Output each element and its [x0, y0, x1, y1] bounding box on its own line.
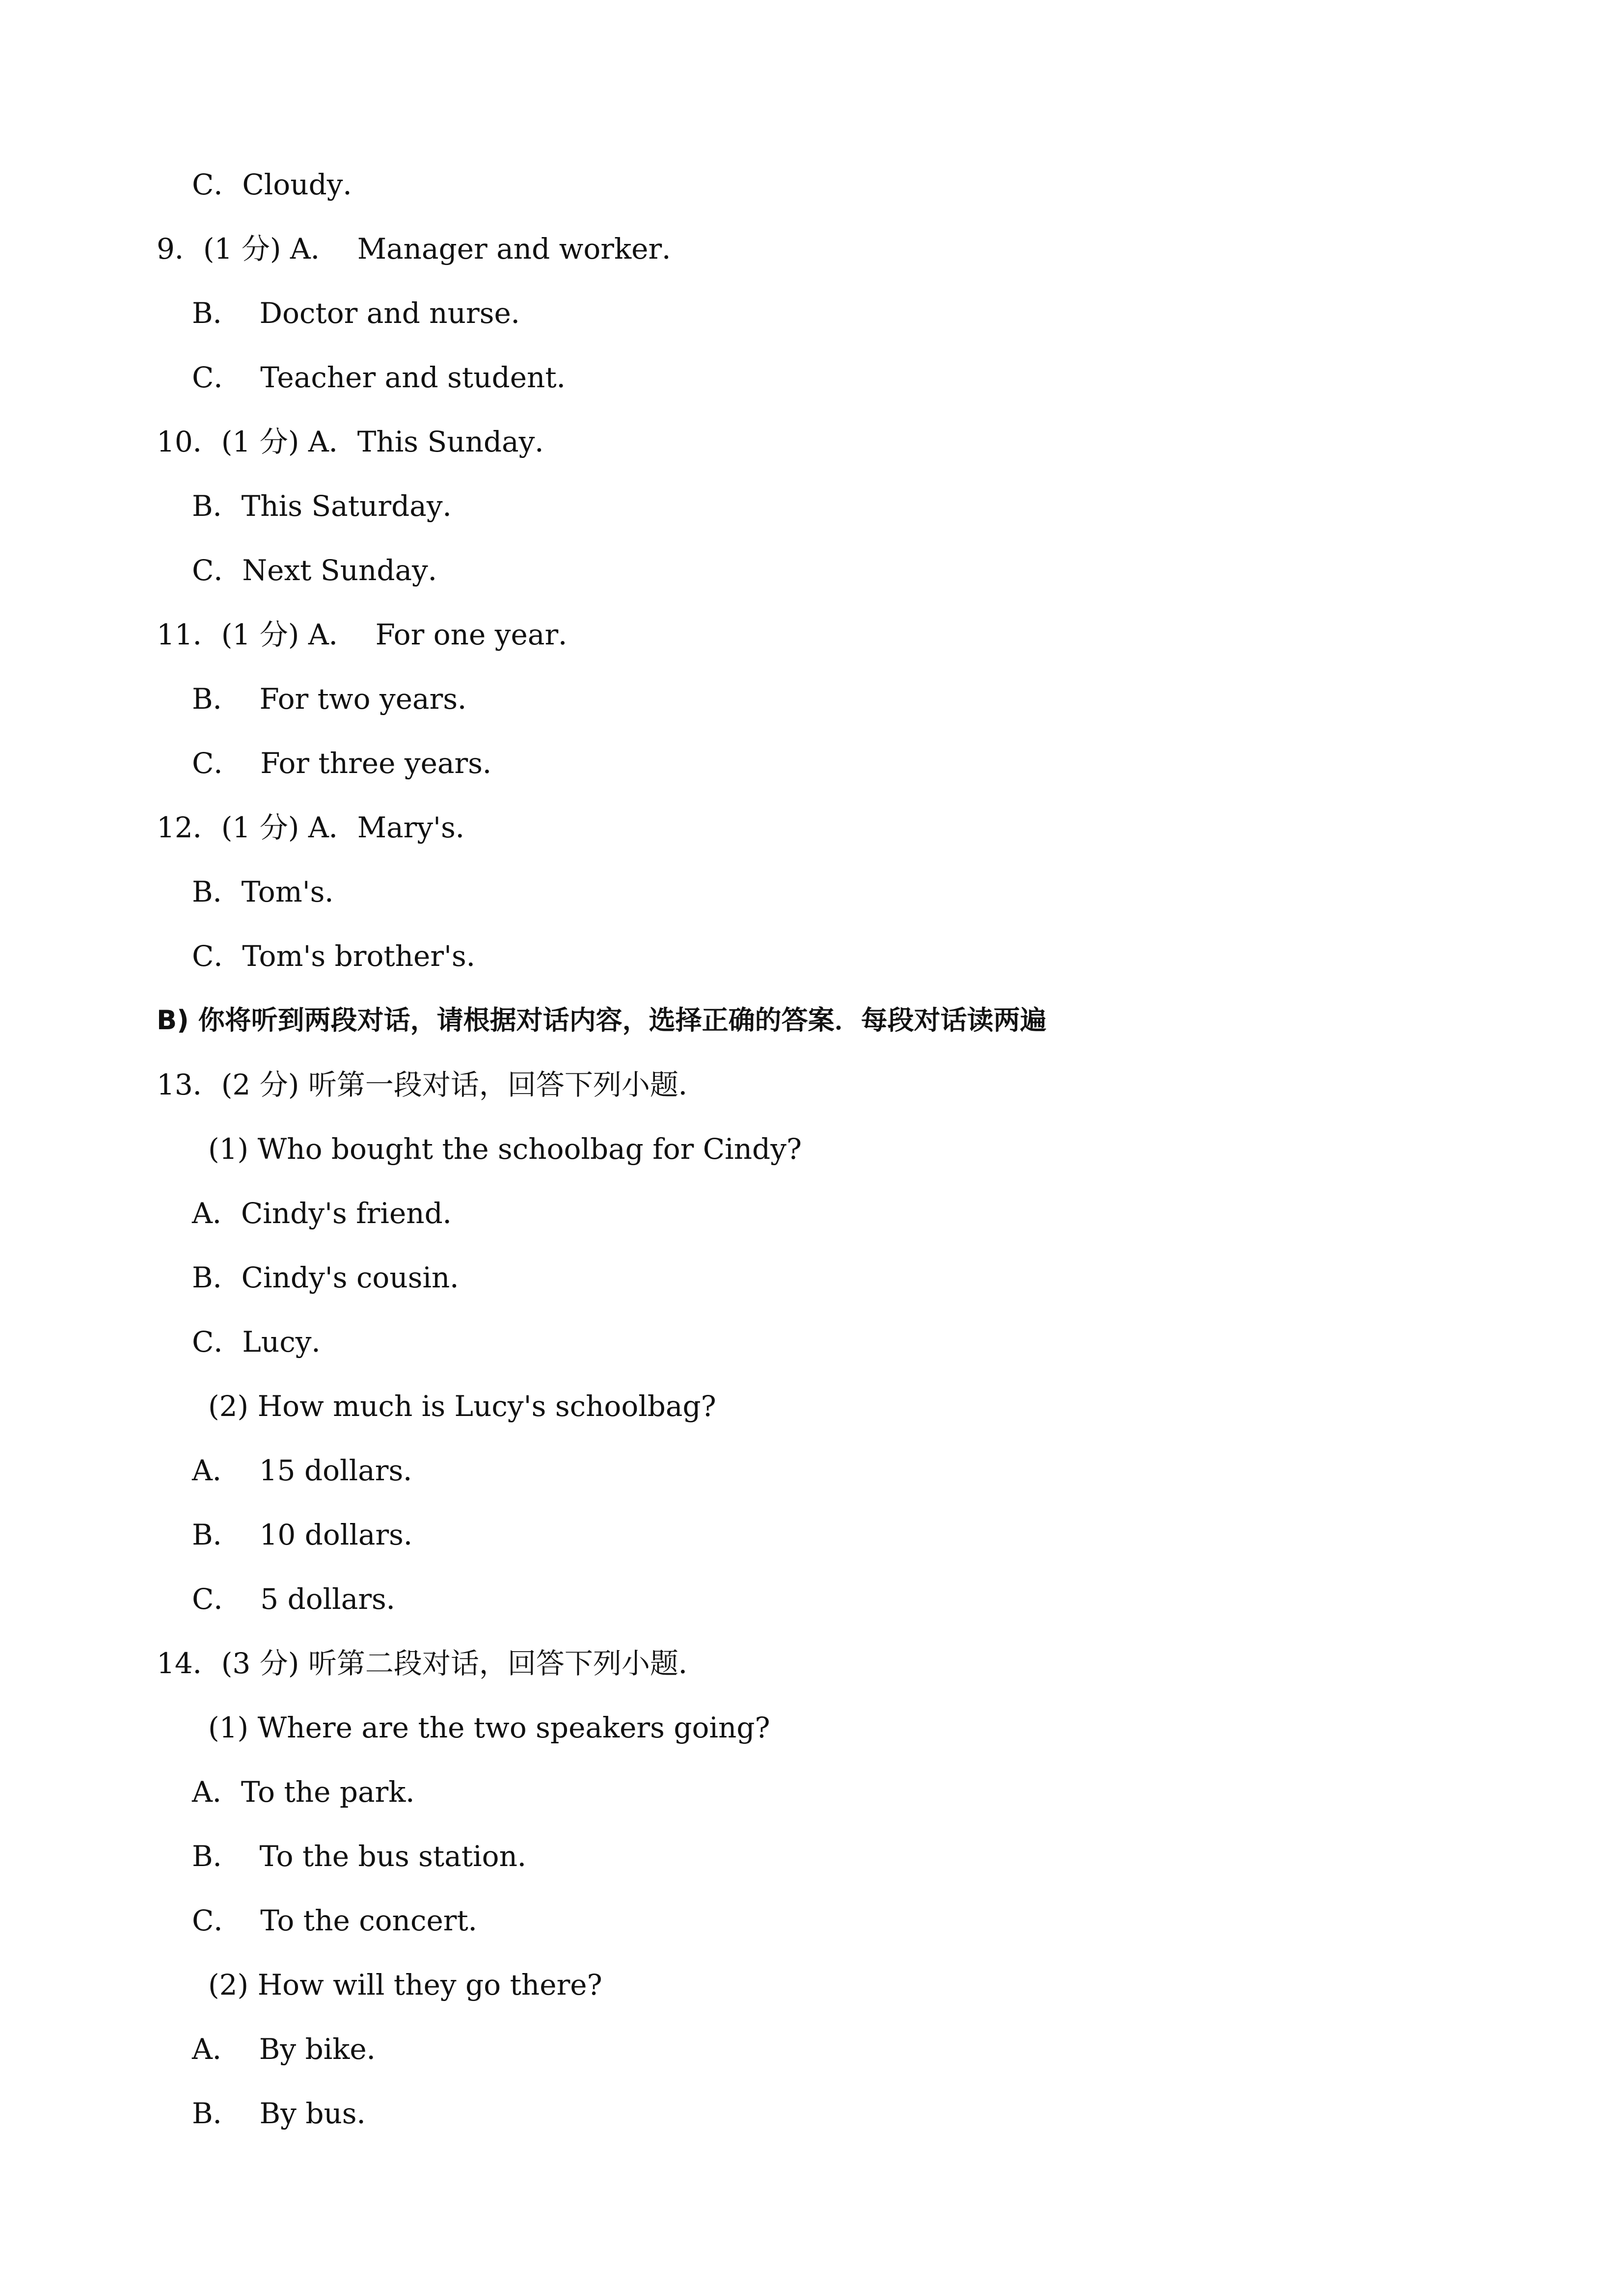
question-14: 14．(3 分) 听第二段对话，回答下列小题． — [157, 1647, 707, 1680]
question-10: 10．(1 分) A．This Sunday． — [157, 425, 564, 458]
option-9c: C． Teacher and student． — [192, 361, 585, 394]
question-13: 13．(2 分) 听第一段对话，回答下列小题． — [157, 1068, 707, 1101]
option-9b: B． Doctor and nurse． — [192, 296, 540, 330]
option-14-1a: A．To the park． — [192, 1775, 434, 1809]
option-12b: B．Tom's． — [192, 875, 353, 908]
option-13-1c: C．Lucy． — [192, 1325, 340, 1359]
section-b-heading: B) 你将听到两段对话，请根据对话内容，选择正确的答案．每段对话读两遍 — [157, 1005, 1047, 1036]
option-14-1b: B． To the bus station． — [192, 1840, 546, 1873]
subquestion-13-1: (1) Who bought the schoolbag for Cindy? — [208, 1132, 802, 1166]
subquestion-13-2: (2) How much is Lucy's schoolbag? — [208, 1389, 716, 1423]
option-14-1c: C． To the concert． — [192, 1904, 497, 1937]
subquestion-14-2: (2) How will they go there? — [208, 1968, 602, 2002]
option-14-2a: A． By bike． — [192, 2032, 395, 2066]
option-12c: C．Tom's brother's． — [192, 939, 495, 973]
option-10c: C．Next Sunday． — [192, 554, 457, 587]
option-8c: C．Cloudy． — [192, 168, 372, 201]
question-12: 12．(1 分) A．Mary's． — [157, 811, 484, 844]
option-13-2a: A． 15 dollars． — [192, 1454, 432, 1487]
option-14-2b: B． By bus． — [192, 2097, 385, 2130]
question-9: 9．(1 分) A． Manager and worker． — [157, 232, 691, 266]
question-11: 11．(1 分) A． For one year． — [157, 618, 587, 651]
option-11c: C． For three years． — [192, 747, 512, 780]
option-11b: B． For two years． — [192, 682, 487, 716]
option-13-2c: C． 5 dollars． — [192, 1582, 415, 1616]
subquestion-14-1: (1) Where are the two speakers going? — [208, 1711, 770, 1744]
option-13-1b: B．Cindy's cousin． — [192, 1261, 479, 1294]
option-13-1a: A．Cindy's friend． — [192, 1197, 471, 1230]
option-13-2b: B． 10 dollars． — [192, 1518, 432, 1551]
option-10b: B．This Saturday． — [192, 489, 471, 523]
